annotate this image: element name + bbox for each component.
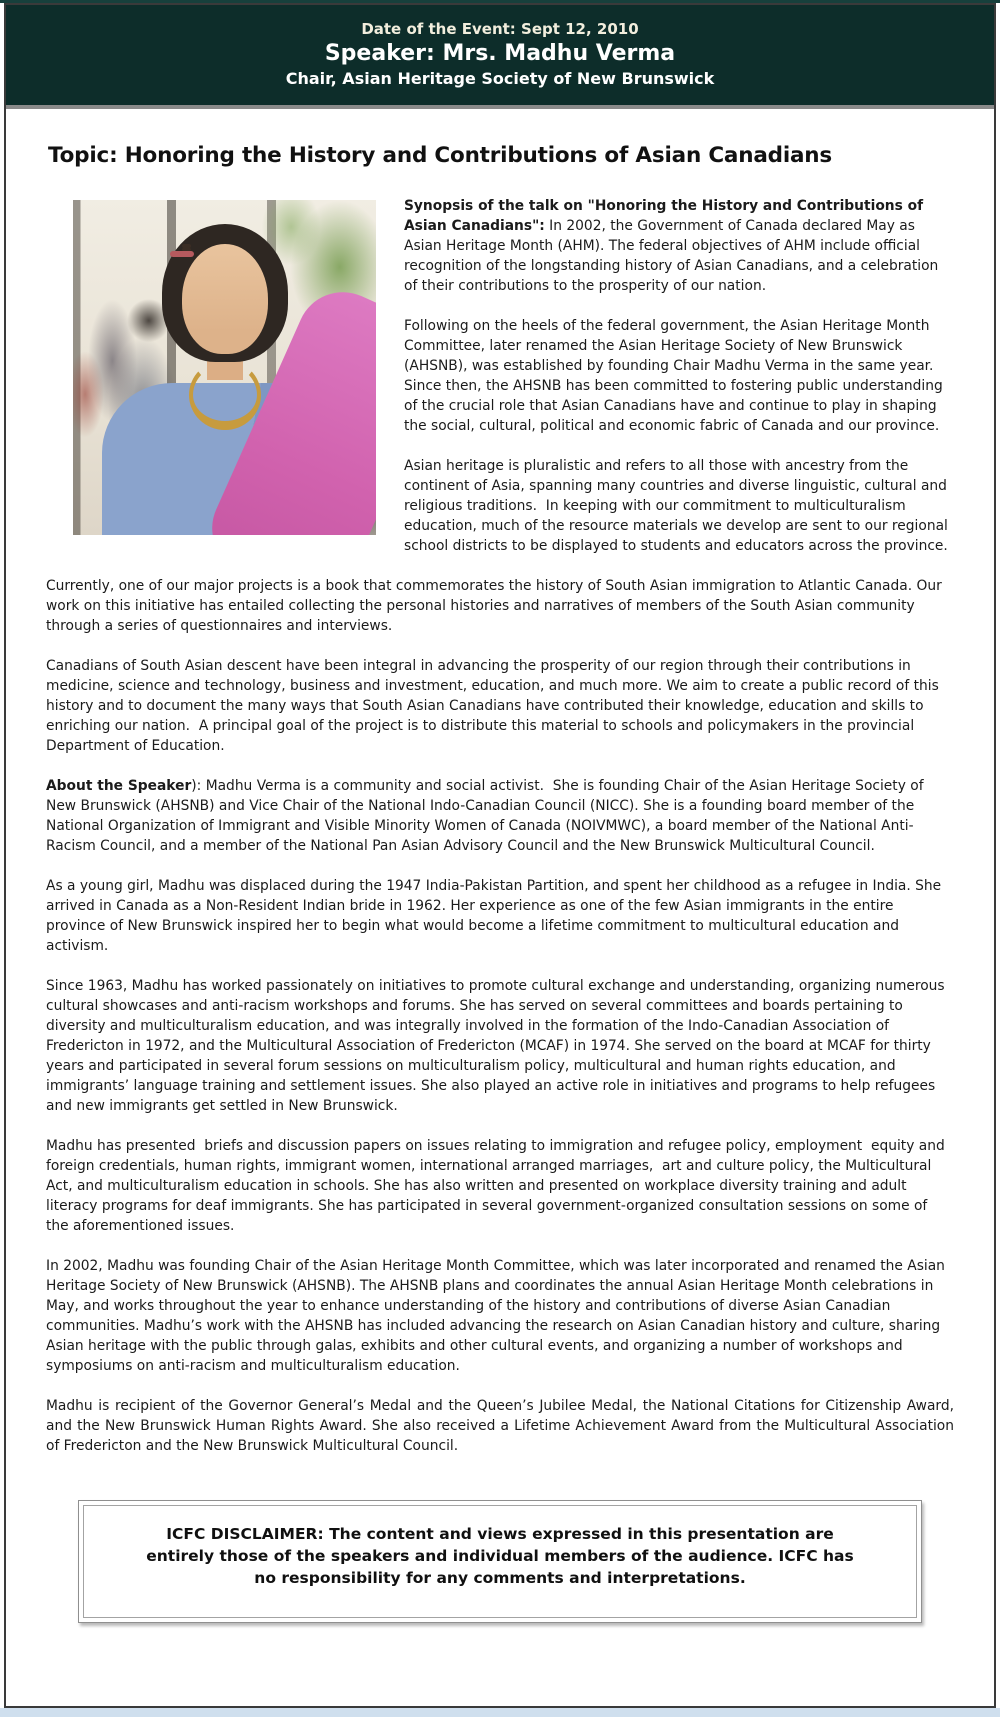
- disclaimer-text: ICFC DISCLAIMER: The content and views expressed in this presentation are entirely those of the speakers and individual members of the audience. ICFC has no responsibility for any comments and interpretations.: [83, 1505, 917, 1618]
- page-frame: [4, 3, 996, 1708]
- paragraph-text: Since 1963, Madhu has worked passionately on initiatives to promote cultural exchange and understanding, organizing numerous cultural showcases and anti-racism workshops and forums. She has served on several committees and boards pertaining to diversity and multiculturalism education, and was integrally involved in the formation of the Indo-Canadian Association of Fredericton in 1972, and the Multicultural Association of Fredericton (MCAF) in 1974. She served on the board at MCAF for thirty years and participated in several forum sessions on multiculturalism policy, multicultural and human rights education, and immigrants’ language training and settlement issues. She also played an active role in initiatives and programs to help refugees and new immigrants get settled in New Brunswick.: [46, 978, 950, 1114]
- paragraph-text: ): Madhu Verma is a community and social activist. She is founding Chair of the Asian Heritage Society of New Brunswick (AHSNB) and Vice Chair of the National Indo-Canadian Council (NICC). She is a founding board member of the National Organization of Immigrant and Visible Minority Women of Canada (NOIVMWC), a board member of the National Anti-Racism Council, and a member of the National Pan Asian Advisory Council and the New Brunswick Multicultural Council.: [46, 778, 928, 854]
- paragraph-text: In 2002, the Government of Canada declared May as Asian Heritage Month (AHM). The federal objectives of AHM include official recognition of the longstanding history of Asian Canadians, and a celebration of their contributions to the prosperity of our nation.: [404, 218, 943, 294]
- paragraph: [46, 976, 954, 1116]
- photo-necklace-shape: [189, 360, 261, 430]
- paragraph-bold-lead: Synopsis of the talk on "Honoring the History and Contributions of Asian Canadians":: [404, 198, 928, 234]
- paragraph-text: Asian heritage is pluralistic and refers to all those with ancestry from the continent of Asia, spanning many countries and diverse linguistic, cultural and religious traditions. In keeping with our commitment to multiculturalism education, much of the resource materials we develop are sent to our regional school districts to be displayed to students and educators across the province.: [404, 458, 953, 554]
- paragraph-awards: [46, 1396, 959, 1456]
- event-header: [6, 5, 994, 109]
- paragraph-text: Canadians of South Asian descent have been integral in advancing the prosperity of our region through their contributions in medicine, science and technology, business and investment, education, and much more. We aim to create a public record of this history and to document the many ways that South Asian Canadians have contributed their knowledge, education and skills to enriching our nation. A principal goal of the project is to distribute this material to schools and policymakers in the provincial Department of Education.: [46, 658, 944, 754]
- document-body: [6, 109, 994, 1706]
- paragraph-text: As a young girl, Madhu was displaced during the 1947 India-Pakistan Partition, and spent her childhood as a refugee in India. She arrived in Canada as a Non-Resident Indian bride in 1962. Her experience as one of the few Asian immigrants in the entire province of New Brunswick inspired her to begin what would become a lifetime commitment to multicultural education and activism.: [46, 878, 946, 954]
- photo-lips-shape: [170, 251, 194, 257]
- paragraph-text: Currently, one of our major projects is a book that commemorates the history of South Asian immigration to Atlantic Canada. Our work on this initiative has entailed collecting the personal histories and narratives of members of the South Asian community through a series of questionnaires and interviews.: [46, 578, 947, 634]
- paragraph-bold-lead: About the Speaker: [46, 778, 192, 794]
- paragraph-text: Madhu has presented briefs and discussion papers on issues relating to immigration and refugee policy, employment equity and foreign credentials, human rights, immigrant women, international arranged marriages, art and culture policy, the Multicultural Act, and multiculturalism education in schools. She has also written and presented on workplace diversity training and adult literacy programs for deaf immigrants. She has participated in several government-organized consultation sessions on some of the aforementioned issues.: [46, 1138, 950, 1234]
- paragraph: [46, 1136, 954, 1236]
- photo-face-shape: [182, 244, 268, 354]
- paragraph-text: Madhu is recipient of the Governor General’s Medal and the Queen’s Jubilee Medal, the National Citations for Citizenship Award, and the New Brunswick Human Rights Award. She also received a Lifetime Achievement Award from the Multicultural Association of Fredericton and the New Brunswick Multicultural Council.: [46, 1398, 959, 1454]
- speaker-photo: [73, 200, 376, 535]
- disclaimer-box: [78, 1500, 922, 1623]
- page-bottom-strip: [0, 1708, 1000, 1717]
- paragraph: [46, 876, 954, 956]
- event-date-line: Date of the Event: Sept 12, 2010: [361, 20, 639, 38]
- paragraph-text: In 2002, Madhu was founding Chair of the Asian Heritage Month Committee, which was later incorporated and renamed the Asian Heritage Society of New Brunswick (AHSNB). The AHSNB plans and coordinates the annual Asian Heritage Month celebrations in May, and works throughout the year to enhance understanding of the history and contributions of diverse Asian Canadian communities. Madhu’s work with the AHSNB has included advancing the research on Asian Canadian history and culture, sharing Asian heritage with the public through galas, exhibits and other cultural events, and organizing a number of workshops and symposiums on anti-racism and multiculturalism education.: [46, 1258, 950, 1374]
- page-title: Topic: Honoring the History and Contributions of Asian Canadians: [48, 143, 833, 168]
- paragraph: [46, 576, 954, 636]
- paragraph-about-speaker: [46, 776, 954, 856]
- speaker-name-line: Speaker: Mrs. Madhu Verma: [324, 41, 676, 66]
- paragraph-text: Following on the heels of the federal government, the Asian Heritage Month Committee, later renamed the Asian Heritage Society of New Brunswick (AHSNB), was established by founding Chair Madhu Verma in the same year. Since then, the AHSNB has been committed to fostering public understanding of the crucial role that Asian Canadians have and continue to play in shaping the social, cultural, political and economic fabric of Canada and our province.: [404, 318, 948, 434]
- photo-eye-shape: [182, 244, 191, 248]
- paragraph: [46, 656, 954, 756]
- paragraph: [46, 1256, 954, 1376]
- speaker-affiliation-line: Chair, Asian Heritage Society of New Brunswick: [285, 69, 715, 88]
